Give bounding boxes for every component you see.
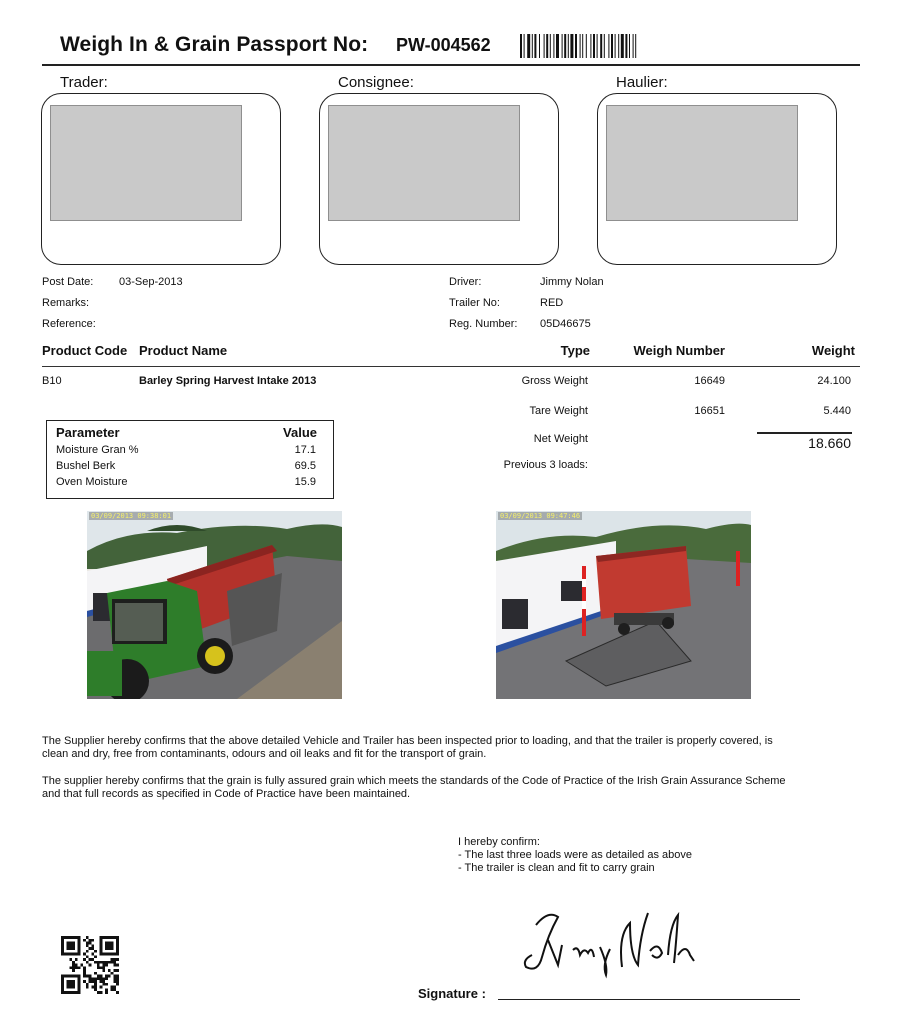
tare-weigh-number: 16651	[694, 405, 725, 417]
reference-label: Reference:	[42, 318, 96, 330]
net-label: Net Weight	[533, 433, 588, 445]
haulier-label: Haulier:	[616, 74, 668, 91]
driver-value: Jimmy Nolan	[540, 276, 604, 288]
col-header-weight: Weight	[811, 343, 855, 358]
handwritten-signature	[518, 905, 698, 980]
table-header-divider	[42, 366, 860, 367]
confirm-line: - The last three loads were as detailed as above	[458, 849, 692, 861]
confirm-line: I hereby confirm:	[458, 836, 540, 848]
parameter-row	[56, 444, 316, 456]
remarks-label: Remarks:	[42, 297, 90, 309]
barcode-icon	[520, 34, 725, 58]
trailer-label: Trailer No:	[449, 297, 500, 309]
reg-label: Reg. Number:	[449, 318, 518, 330]
parameter-row	[56, 460, 316, 472]
parameter-name: Oven Moisture	[56, 476, 128, 488]
redacted-block	[50, 105, 242, 221]
parameter-value: 17.1	[294, 444, 316, 456]
reg-value: 05D46675	[540, 318, 591, 330]
product-code: B10	[42, 375, 62, 387]
parameter-value: 69.5	[294, 460, 316, 472]
driver-label: Driver:	[449, 276, 482, 288]
tare-weight: 5.440	[823, 405, 851, 417]
post-date-value: 03-Sep-2013	[119, 276, 183, 288]
header-divider	[42, 64, 860, 66]
redacted-block	[328, 105, 520, 221]
redacted-block	[606, 105, 798, 221]
net-weight: 18.660	[808, 435, 851, 451]
consignee-box	[319, 93, 559, 265]
product-name: Barley Spring Harvest Intake 2013	[139, 375, 317, 387]
photo-timestamp: 03/09/2013 09:47:46	[500, 512, 581, 520]
consignee-label: Consignee:	[338, 74, 414, 91]
declaration-vehicle: The Supplier hereby confirms that the above detailed Vehicle and Trailer has been inspected prior to loading, and that the trailer is properly covered, is clean and dry, free from contaminants, odours and oil leaks and fit for the transport of grain.	[42, 735, 773, 760]
trailer-value: RED	[540, 297, 564, 309]
signature-label: Signature :	[418, 986, 486, 1001]
col-header-product-name: Product Name	[139, 343, 228, 358]
trader-box	[41, 93, 281, 265]
tare-type: Tare Weight	[529, 405, 588, 417]
parameter-value: 15.9	[294, 476, 316, 488]
passport-number: PW-004562	[396, 35, 491, 55]
col-header-type: Type	[560, 343, 590, 358]
value-header: Value	[283, 425, 317, 440]
declaration-grain: The supplier hereby confirms that the grain is fully assured grain which meets the standards of the Code of Practice of the Irish Grain Assurance Scheme and that full records as specified in Code of Practice have been maintained.	[42, 775, 786, 800]
gross-type: Gross Weight	[521, 375, 588, 387]
signature-line	[498, 999, 800, 1000]
previous-loads-label: Previous 3 loads:	[503, 459, 588, 471]
col-header-weigh-number: Weigh Number	[633, 343, 725, 358]
qr-code-icon	[61, 936, 119, 994]
col-header-product-code: Product Code	[42, 343, 128, 358]
photo-timestamp: 03/09/2013 09:38:01	[91, 512, 172, 520]
document-title: Weigh In & Grain Passport No:	[60, 33, 369, 56]
net-weight-rule	[757, 432, 852, 434]
gross-weigh-number: 16649	[694, 375, 725, 387]
trader-label: Trader:	[60, 74, 108, 91]
gross-weight: 24.100	[817, 375, 851, 387]
parameter-row	[56, 476, 316, 488]
confirm-line: - The trailer is clean and fit to carry grain	[458, 862, 655, 874]
parameter-name: Bushel Berk	[56, 460, 116, 472]
weighbridge-photo-gross	[87, 511, 342, 699]
post-date-label: Post Date:	[42, 276, 94, 288]
confirmation-block	[458, 836, 692, 875]
haulier-box	[597, 93, 837, 265]
parameter-table	[46, 420, 334, 499]
parameter-name: Moisture Gran %	[56, 444, 139, 456]
weighbridge-photo-tare	[496, 511, 751, 699]
parameter-header: Parameter	[56, 425, 120, 440]
